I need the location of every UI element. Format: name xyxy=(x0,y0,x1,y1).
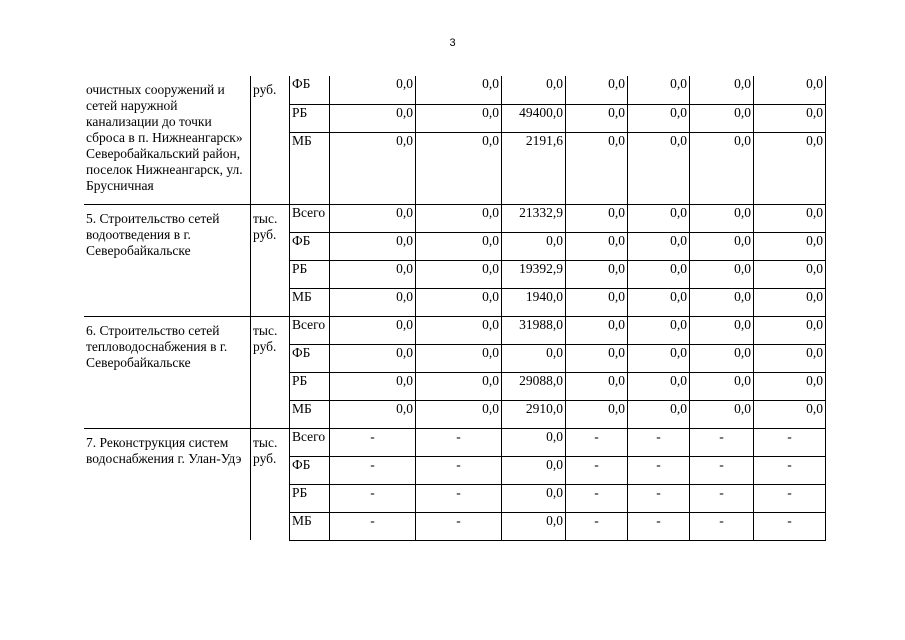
value-cell: 0,0 xyxy=(330,132,416,204)
value-cell: - xyxy=(566,456,628,484)
value-cell: 0,0 xyxy=(754,344,826,372)
value-cell: 0,0 xyxy=(330,204,416,232)
value-cell: - xyxy=(330,428,416,456)
value-cell: - xyxy=(566,512,628,540)
value-cell: 0,0 xyxy=(754,76,826,104)
value-cell: - xyxy=(416,484,502,512)
value-cell: - xyxy=(566,428,628,456)
value-cell: - xyxy=(690,484,754,512)
value-cell: 0,0 xyxy=(330,104,416,132)
value-cell: - xyxy=(416,512,502,540)
value-cell: 0,0 xyxy=(416,132,502,204)
value-cell: 0,0 xyxy=(416,260,502,288)
value-cell: 0,0 xyxy=(754,132,826,204)
table-row xyxy=(84,428,826,456)
value-cell: 31988,0 xyxy=(502,316,566,344)
value-cell: - xyxy=(566,484,628,512)
value-cell: - xyxy=(690,456,754,484)
value-cell: 1940,0 xyxy=(502,288,566,316)
item-name: 5. Строительство сетей водоотведения в г. Северобайкальске xyxy=(84,204,251,316)
value-cell: 19392,9 xyxy=(502,260,566,288)
value-cell: - xyxy=(330,512,416,540)
value-cell: 0,0 xyxy=(416,76,502,104)
value-cell: 0,0 xyxy=(628,344,690,372)
item-name: очистных сооружений и сетей наружной канализации до точки сброса в п. Нижнеангарск» Северобайкальский район, поселок Нижнеангарск, ул. Брусничная xyxy=(84,76,251,204)
budget-table xyxy=(84,76,826,541)
funding-source: РБ xyxy=(290,104,330,132)
value-cell: 0,0 xyxy=(502,76,566,104)
value-cell: 0,0 xyxy=(690,132,754,204)
value-cell: - xyxy=(330,484,416,512)
value-cell: 0,0 xyxy=(628,400,690,428)
value-cell: 0,0 xyxy=(690,76,754,104)
value-cell: - xyxy=(690,428,754,456)
table-row xyxy=(84,76,826,104)
value-cell: 0,0 xyxy=(502,344,566,372)
value-cell: 0,0 xyxy=(754,104,826,132)
value-cell: 0,0 xyxy=(502,512,566,540)
item-unit: тыс. руб. xyxy=(251,316,290,428)
value-cell: 0,0 xyxy=(628,316,690,344)
value-cell: - xyxy=(754,456,826,484)
funding-source: Всего xyxy=(290,316,330,344)
value-cell: 0,0 xyxy=(416,344,502,372)
funding-source: МБ xyxy=(290,132,330,204)
value-cell: 0,0 xyxy=(754,316,826,344)
value-cell: 0,0 xyxy=(566,344,628,372)
funding-source: Всего xyxy=(290,204,330,232)
value-cell: 0,0 xyxy=(330,372,416,400)
funding-source: Всего xyxy=(290,428,330,456)
value-cell: 0,0 xyxy=(416,104,502,132)
value-cell: 0,0 xyxy=(628,260,690,288)
value-cell: 0,0 xyxy=(566,76,628,104)
value-cell: 0,0 xyxy=(566,288,628,316)
table-row xyxy=(84,204,826,232)
value-cell: 0,0 xyxy=(416,232,502,260)
funding-source: МБ xyxy=(290,288,330,316)
value-cell: 0,0 xyxy=(566,260,628,288)
funding-source: ФБ xyxy=(290,456,330,484)
value-cell: 0,0 xyxy=(754,400,826,428)
table-row xyxy=(84,316,826,344)
item-unit: тыс. руб. xyxy=(251,428,290,540)
value-cell: 0,0 xyxy=(690,400,754,428)
value-cell: 0,0 xyxy=(566,316,628,344)
value-cell: 0,0 xyxy=(566,400,628,428)
value-cell: 0,0 xyxy=(754,232,826,260)
value-cell: 0,0 xyxy=(330,76,416,104)
funding-source: РБ xyxy=(290,484,330,512)
value-cell: 49400,0 xyxy=(502,104,566,132)
funding-source: МБ xyxy=(290,400,330,428)
funding-source: РБ xyxy=(290,372,330,400)
value-cell: 0,0 xyxy=(330,344,416,372)
value-cell: 21332,9 xyxy=(502,204,566,232)
value-cell: 0,0 xyxy=(416,400,502,428)
value-cell: 0,0 xyxy=(416,288,502,316)
item-unit: руб. xyxy=(253,82,277,97)
value-cell: 0,0 xyxy=(628,104,690,132)
value-cell: - xyxy=(416,456,502,484)
item-name: 6. Строительство сетей тепловодоснабжения в г. Северобайкальске xyxy=(84,316,251,428)
value-cell: 0,0 xyxy=(628,76,690,104)
value-cell: 2191,6 xyxy=(502,132,566,204)
value-cell: 0,0 xyxy=(690,260,754,288)
value-cell: 0,0 xyxy=(566,232,628,260)
value-cell: 0,0 xyxy=(628,372,690,400)
value-cell: 0,0 xyxy=(628,232,690,260)
item-unit: тыс. руб. xyxy=(251,204,290,316)
value-cell: 0,0 xyxy=(330,316,416,344)
value-cell: 0,0 xyxy=(330,400,416,428)
value-cell: 0,0 xyxy=(628,288,690,316)
value-cell: - xyxy=(690,512,754,540)
value-cell: 29088,0 xyxy=(502,372,566,400)
budget-table-body xyxy=(84,76,826,540)
value-cell: - xyxy=(628,428,690,456)
value-cell: - xyxy=(330,456,416,484)
value-cell: - xyxy=(754,484,826,512)
page-number: 3 xyxy=(449,37,456,49)
value-cell: 0,0 xyxy=(502,484,566,512)
value-cell: 0,0 xyxy=(566,104,628,132)
value-cell: 0,0 xyxy=(416,204,502,232)
item-name: 7. Реконструкция систем водоснабжения г. Улан-Удэ xyxy=(84,428,251,540)
value-cell: 0,0 xyxy=(416,372,502,400)
value-cell: 0,0 xyxy=(690,104,754,132)
funding-source: МБ xyxy=(290,512,330,540)
value-cell: 0,0 xyxy=(754,288,826,316)
value-cell: - xyxy=(628,456,690,484)
value-cell: - xyxy=(628,484,690,512)
value-cell: 0,0 xyxy=(628,132,690,204)
value-cell: 0,0 xyxy=(502,456,566,484)
value-cell: 0,0 xyxy=(330,288,416,316)
value-cell: 0,0 xyxy=(754,204,826,232)
value-cell: 0,0 xyxy=(628,204,690,232)
funding-source: РБ xyxy=(290,260,330,288)
value-cell: 0,0 xyxy=(566,132,628,204)
value-cell: 0,0 xyxy=(330,260,416,288)
funding-source: ФБ xyxy=(290,344,330,372)
value-cell: 0,0 xyxy=(502,232,566,260)
value-cell: 2910,0 xyxy=(502,400,566,428)
value-cell: 0,0 xyxy=(690,316,754,344)
value-cell: 0,0 xyxy=(690,204,754,232)
value-cell: 0,0 xyxy=(330,232,416,260)
value-cell: 0,0 xyxy=(690,288,754,316)
value-cell: 0,0 xyxy=(566,372,628,400)
value-cell: 0,0 xyxy=(690,344,754,372)
value-cell: 0,0 xyxy=(690,232,754,260)
value-cell: - xyxy=(416,428,502,456)
value-cell: 0,0 xyxy=(754,260,826,288)
value-cell: - xyxy=(754,512,826,540)
funding-source: ФБ xyxy=(290,232,330,260)
value-cell: 0,0 xyxy=(566,204,628,232)
funding-source: ФБ xyxy=(290,76,330,104)
value-cell: 0,0 xyxy=(502,428,566,456)
value-cell: 0,0 xyxy=(690,372,754,400)
value-cell: - xyxy=(754,428,826,456)
value-cell: 0,0 xyxy=(416,316,502,344)
value-cell: - xyxy=(628,512,690,540)
value-cell: 0,0 xyxy=(754,372,826,400)
